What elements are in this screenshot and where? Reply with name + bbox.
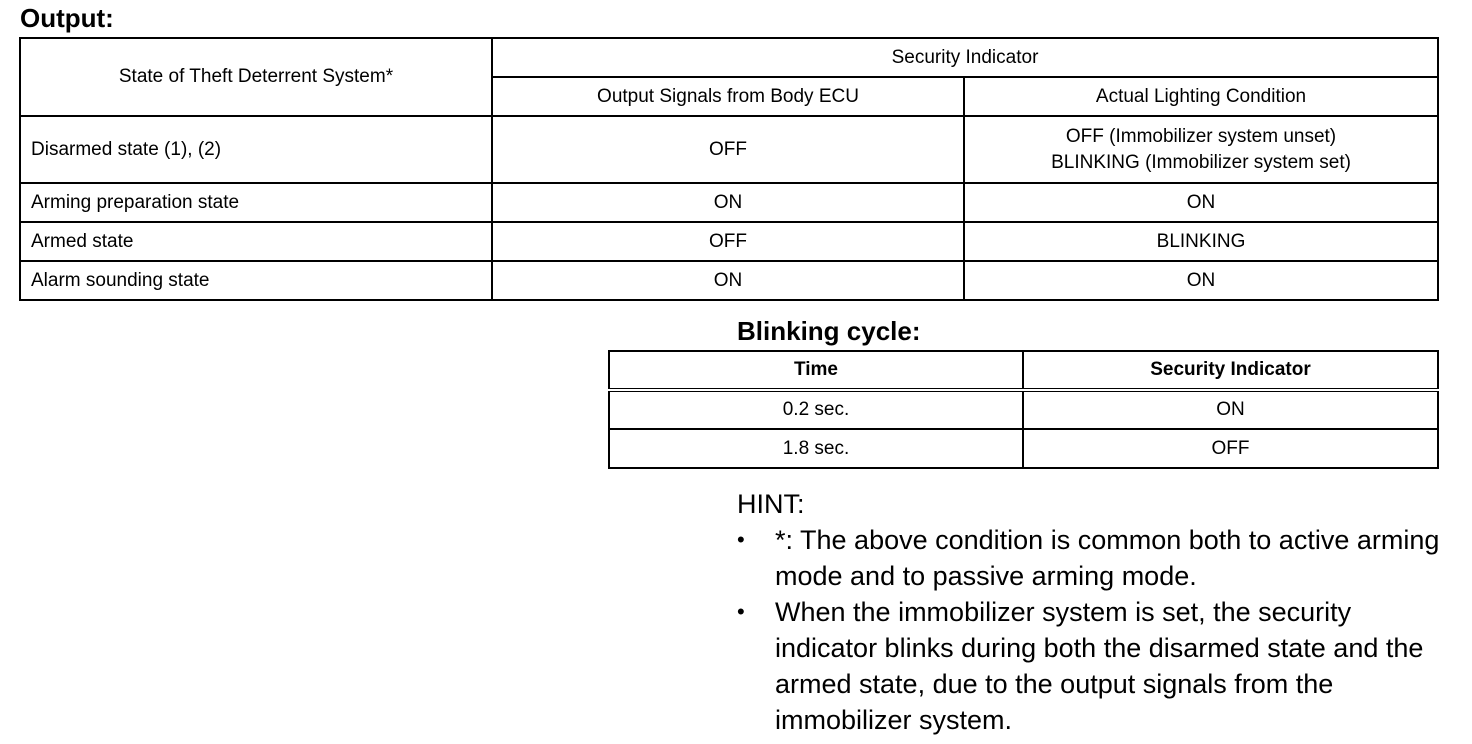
lighting-line: OFF (Immobilizer system unset) [1065, 125, 1337, 147]
hint-title: HINT: [737, 489, 805, 519]
output-table [19, 37, 1439, 301]
hint-list [737, 522, 1457, 738]
lighting-cell: ON [964, 261, 1438, 300]
state-cell: Alarm sounding state [20, 261, 492, 300]
signal-cell: OFF [492, 116, 964, 183]
signal-cell: OFF [492, 222, 964, 261]
state-column-header: State of Theft Deterrent System* [20, 38, 492, 116]
table-row [20, 183, 1438, 222]
lighting-line: BLINKING (Immobilizer system set) [1051, 151, 1351, 173]
indicator-cell: OFF [1023, 429, 1438, 468]
bullet-icon: • [737, 527, 745, 552]
hint-section [737, 486, 1457, 738]
signal-cell: ON [492, 183, 964, 222]
lighting-cell [964, 116, 1438, 183]
time-column-header: Time [609, 351, 1023, 390]
security-indicator-group-header: Security Indicator [492, 38, 1438, 77]
time-cell: 0.2 sec. [609, 390, 1023, 429]
blinking-cycle-table [608, 350, 1439, 469]
lighting-condition-column-header: Actual Lighting Condition [964, 77, 1438, 116]
lighting-cell: BLINKING [964, 222, 1438, 261]
security-indicator-column-header: Security Indicator [1023, 351, 1438, 390]
state-cell: Disarmed state (1), (2) [20, 116, 492, 183]
state-cell: Arming preparation state [20, 183, 492, 222]
hint-item [737, 594, 1457, 738]
indicator-cell: ON [1023, 390, 1438, 429]
lighting-cell: ON [964, 183, 1438, 222]
table-row [20, 116, 1438, 183]
table-row [609, 390, 1438, 429]
output-signals-column-header: Output Signals from Body ECU [492, 77, 964, 116]
table-row [20, 261, 1438, 300]
hint-text: When the immobilizer system is set, the security indicator blinks during both the disarmed state and the armed state, due to the output signals from the immobilizer system. [775, 597, 1424, 735]
signal-cell: ON [492, 261, 964, 300]
blinking-cycle-heading: Blinking cycle: [737, 316, 921, 346]
table-header-row [20, 38, 1438, 77]
table-row [609, 429, 1438, 468]
table-header-row [609, 351, 1438, 390]
time-cell: 1.8 sec. [609, 429, 1023, 468]
output-heading: Output: [20, 3, 114, 33]
hint-item [737, 522, 1457, 594]
table-row [20, 222, 1438, 261]
hint-text: *: The above condition is common both to active arming mode and to passive arming mode. [775, 525, 1440, 591]
bullet-icon: • [737, 599, 745, 624]
state-cell: Armed state [20, 222, 492, 261]
